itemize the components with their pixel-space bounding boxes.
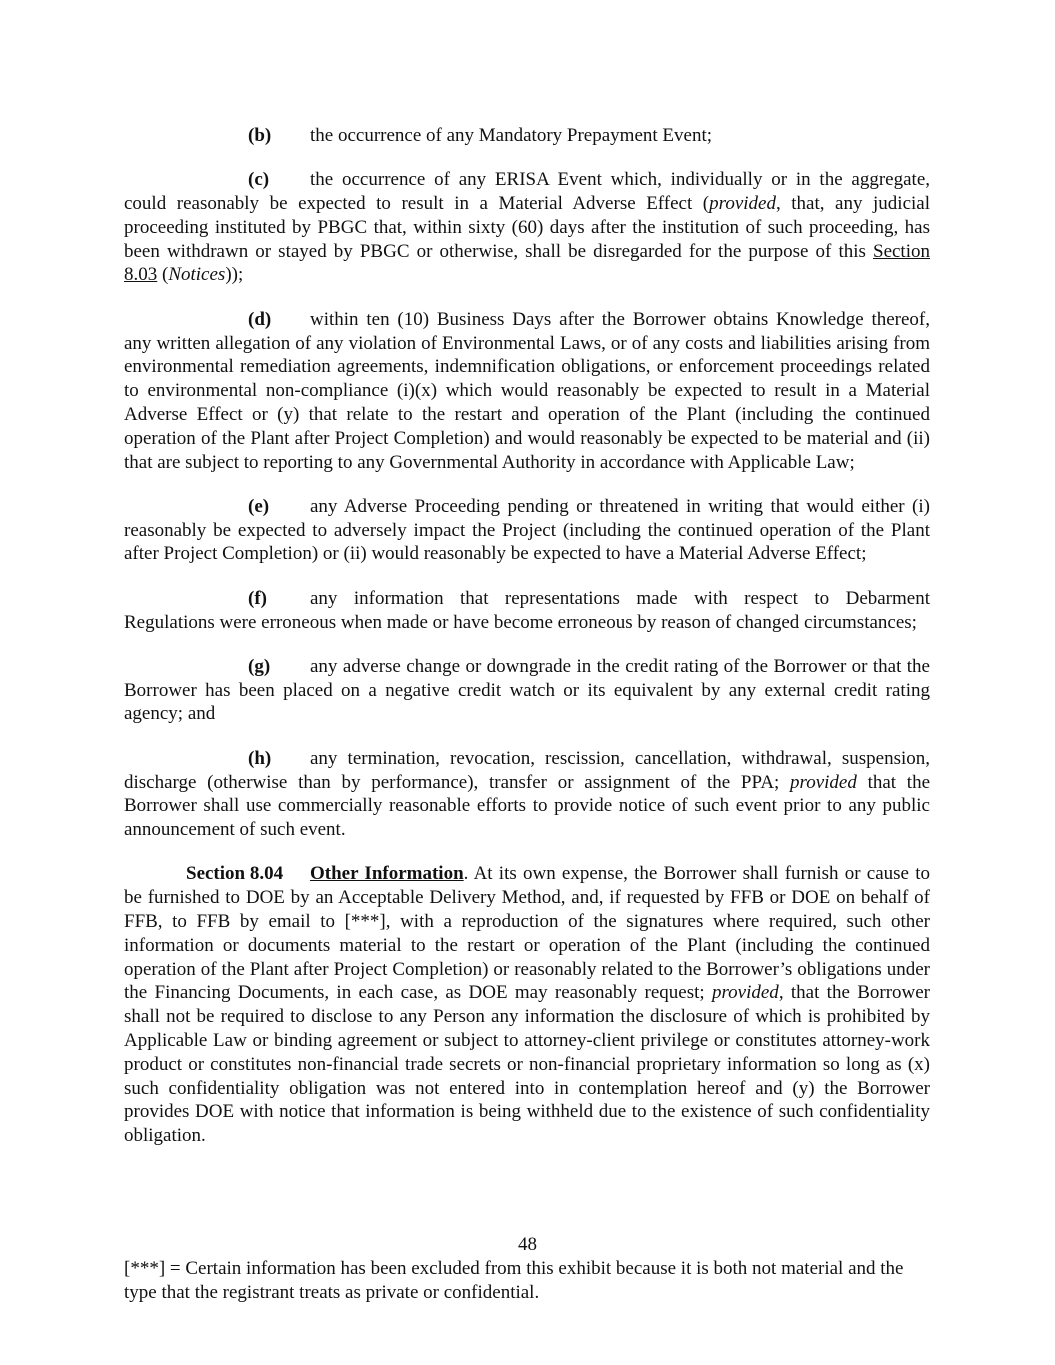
clause-label: (h): [248, 747, 272, 769]
clause-label: (d): [248, 308, 272, 330]
section-text: , that the Borrower shall not be required to disclose to any Person any information the disclosure of which is prohibited by Applicable Law or binding agreement or subject to attorney-client privilege or constitutes attorney-work product or constitutes non-financial trade secrets or non-financial proprietary information so long as (x) such confidentiality obligation was not entered into in contemplation hereof and (y) the Borrower provides DOE with notice that information is being withheld due to the existence of such confidentiality obligation.: [124, 982, 931, 1147]
clause-text: (: [157, 264, 169, 286]
clause-label: (e): [248, 495, 270, 517]
clause-text: , that, any judicial proceeding instituted by PBGC that, within sixty (60) days after the institution of such proceeding, has been withdrawn or stayed by PBGC or otherwise, shall be disregarded for the purpose of this: [124, 193, 930, 262]
section-title: Other Information: [310, 863, 464, 885]
section-text: . At its own expense, the Borrower shall furnish or cause to be furnished to DOE by an Acceptable Delivery Method, and, if requested by FFB or DOE on behalf of FFB, to FFB by email to [***], with a reproduction of the signatures where required, such other information or documents material to the restart or operation of the Plant (including the continued operation of the Plant after Project Completion) or reasonably related to the Borrower’s obligations under the Financing Documents, in each case, as DOE may reasonably request;: [124, 863, 930, 1004]
clause-text: any adverse change or downgrade in the credit rating of the Borrower or that the Borrower has been placed on a negative credit watch or its equivalent by any external credit rating agency; and: [124, 655, 930, 725]
italic-term: provided: [790, 771, 857, 793]
clause-text: that the Borrower shall use commercially reasonable efforts to provide notice of such event prior to any public announcement of such event.: [124, 771, 931, 841]
italic-term: provided: [711, 982, 779, 1004]
clause-text: the occurrence of any Mandatory Prepayment Event;: [310, 125, 713, 146]
clause-h: [124, 747, 930, 842]
document-body: [124, 124, 930, 1168]
clause-label: (g): [248, 655, 271, 677]
clause-c: [124, 168, 930, 287]
clause-text: ));: [225, 264, 244, 286]
clause-text: any information that representations made with respect to Debarment Regulations were erroneous when made or have become erroneous by reason of changed circumstances;: [124, 587, 930, 633]
italic-term: Notices: [168, 264, 226, 286]
clause-text: any Adverse Proceeding pending or threatened in writing that would either (i) reasonably be expected to adversely impact the Project (including the continued operation of the Plant after Project Completion) or (ii) would reasonably be expected to have a Material Adverse Effect;: [124, 495, 930, 565]
clause-d: [124, 308, 930, 475]
clause-g: [124, 655, 930, 726]
clause-text: any termination, revocation, rescission, cancellation, withdrawal, suspension, discharge (otherwise than by performance), transfer or assignment of the PPA;: [124, 747, 930, 793]
clause-f: [124, 587, 930, 635]
clause-text: the occurrence of any ERISA Event which, individually or in the aggregate, could reasonably be expected to result in a Material Adverse Effect (: [124, 169, 930, 215]
clause-e: [124, 495, 930, 566]
clause-label: (f): [248, 587, 267, 609]
section-reference: Section 8.03: [124, 240, 930, 286]
clause-b: [124, 124, 930, 148]
footnote: [***] = Certain information has been excluded from this exhibit because it is both not material and the type that the registrant treats as private or confidential.: [124, 1258, 904, 1303]
page-number: 48: [518, 1234, 537, 1255]
clause-label: (b): [248, 125, 272, 146]
clause-text: within ten (10) Business Days after the Borrower obtains Knowledge thereof, any written allegation of any violation of Environmental Laws, or of any costs and liabilities arising from environmental remediation agreements, indemnification obligations, or enforcement proceedings related to environmental non-compliance (i)(x) which would reasonably be expected to result in a Material Adverse Effect or (y) that relate to the restart and operation of the Plant (including the continued operation of the Plant after Project Completion) and would reasonably be expected to be material and (ii) that are subject to reporting to any Governmental Authority in accordance with Applicable Law;: [124, 308, 930, 473]
section-number: Section 8.04: [186, 863, 284, 885]
clause-label: (c): [248, 169, 270, 191]
section-8-04: [124, 862, 930, 1148]
italic-term: provided: [709, 193, 776, 215]
